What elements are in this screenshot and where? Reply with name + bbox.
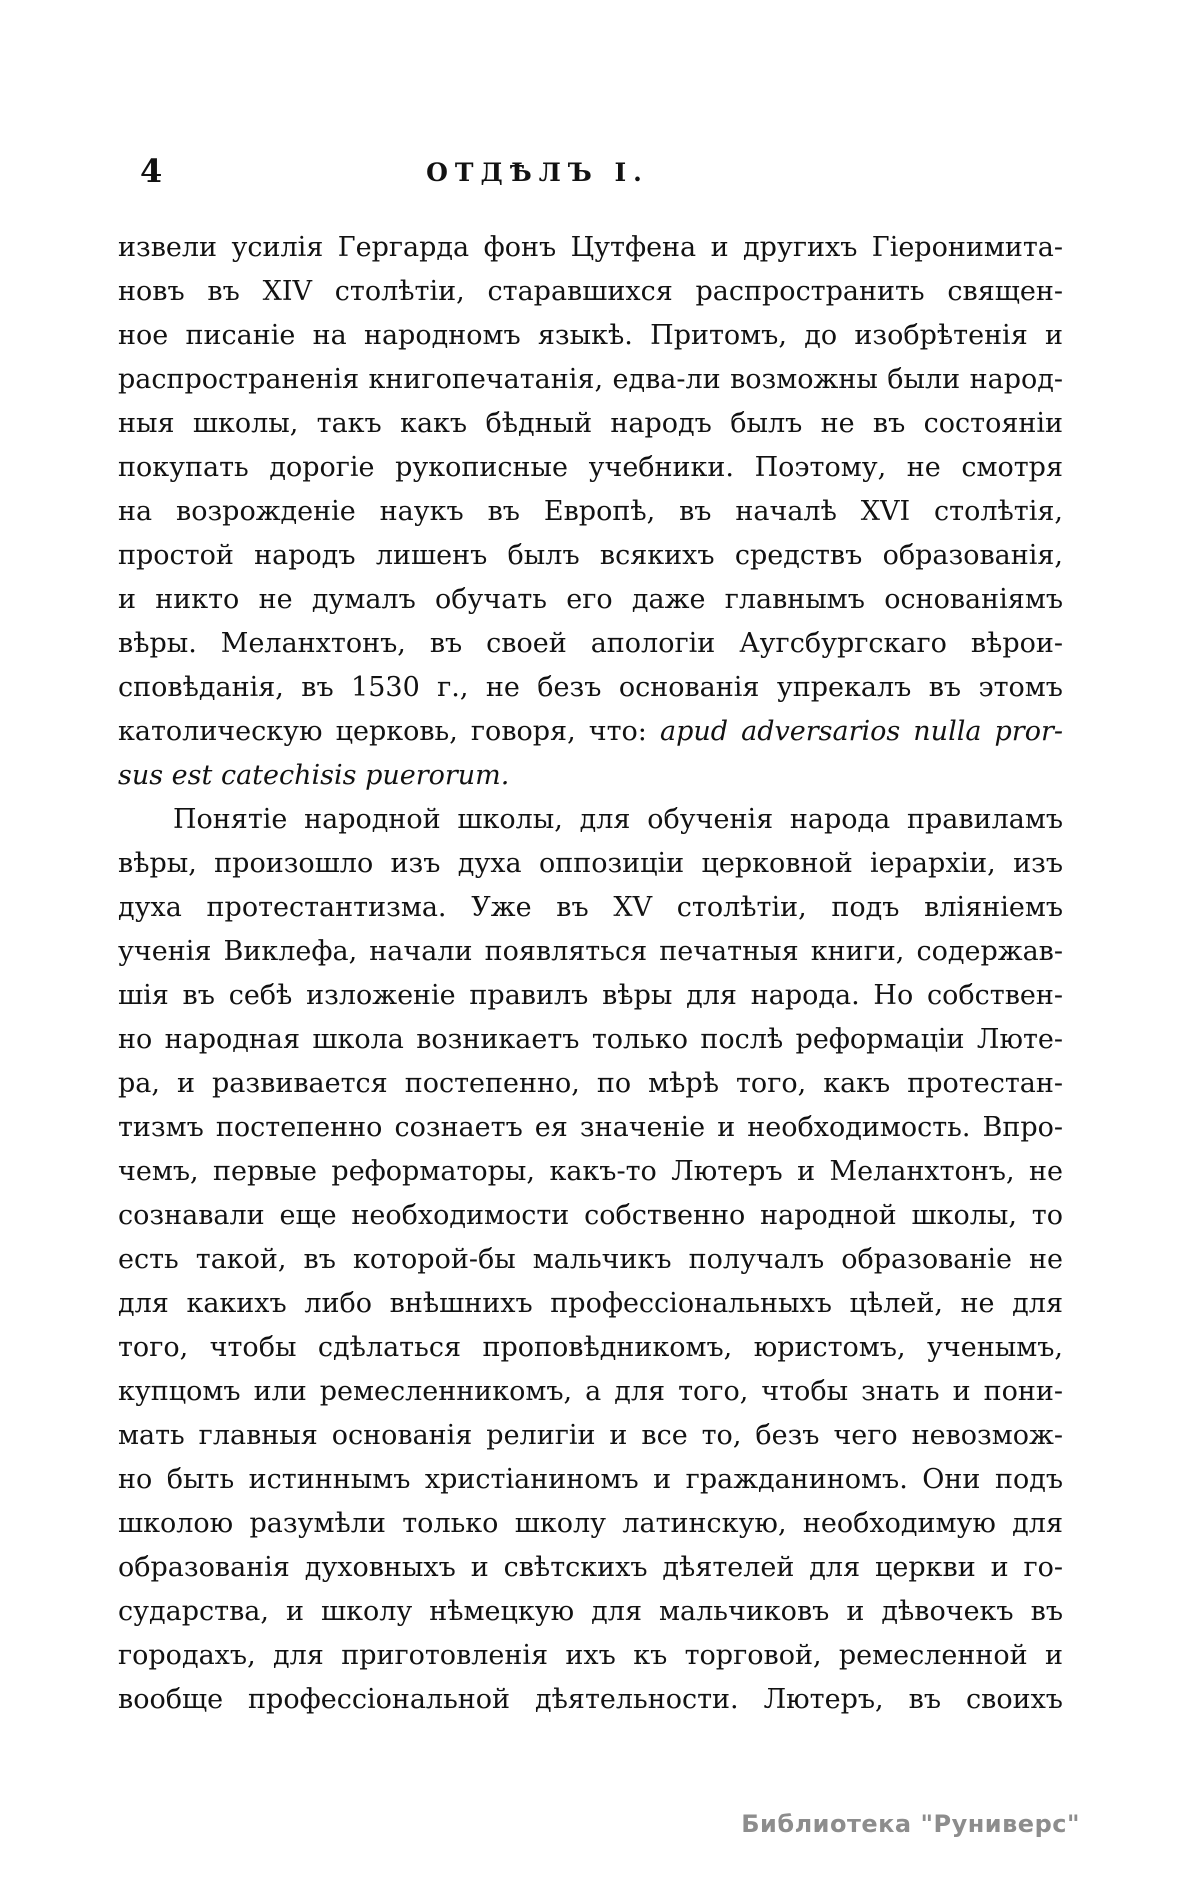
text-line: ныя школы, такъ какъ бѣдный народъ былъ не въ состояніи [118,408,1063,439]
text-line: извели усилія Гергарда фонъ Цутфена и другихъ Гіеронимита- [118,232,1063,263]
text-line: для какихъ либо внѣшнихъ профессіональныхъ цѣлей, не для [118,1288,1063,1319]
text-line: того, чтобы сдѣлаться проповѣдникомъ, юристомъ, ученымъ, [118,1332,1063,1363]
text-line [118,710,1063,754]
paragraph [118,798,1063,1722]
text-line: но быть истиннымъ христіаниномъ и гражданиномъ. Они подъ [118,1464,1063,1495]
text-line: но народная школа возникаетъ только послѣ реформаціи Люте- [118,1024,1063,1055]
text-line: ное писаніе на народномъ языкѣ. Притомъ, до изобрѣтенія и [118,320,1063,351]
body-text [118,226,1063,1722]
text-line: шія въ себѣ изложеніе правилъ вѣры для народа. Но собствен- [118,980,1063,1011]
text-line: вообще профессіональной дѣятельности. Лютеръ, въ своихъ [118,1684,1063,1715]
text-line: духа протестантизма. Уже въ XV столѣтіи, подъ вліяніемъ [118,892,1063,923]
text-line: городахъ, для приготовленія ихъ къ торговой, ремесленной и [118,1640,1063,1671]
text-line: тизмъ постепенно сознаетъ ея значеніе и необходимость. Впро- [118,1112,1063,1143]
text-line: сударства, и школу нѣмецкую для мальчиковъ и дѣвочекъ въ [118,1596,1063,1627]
library-watermark: Библиотека "Руниверс" [741,1810,1080,1838]
text-line: на возрожденіе наукъ въ Европѣ, въ началѣ XVI столѣтія, [118,496,1063,527]
page-number: 4 [140,152,163,190]
text-line: новъ въ XIV столѣтіи, старавшихся распространить священ- [118,276,1063,307]
text-line: образованія духовныхъ и свѣтскихъ дѣятелей для церкви и го- [118,1552,1063,1583]
latin-quote: apud adversarios nulla pror- [659,716,1063,747]
text-line [118,754,1063,798]
text-line: Понятіе народной школы, для обученія народа правиламъ [173,804,1063,835]
text-line: распространенія книгопечатанія, едва-ли возможны были народ- [118,364,1063,395]
text-line: вѣры. Меланхтонъ, въ своей апологіи Аугсбургскаго вѣрои- [118,628,1063,659]
section-header: ОТДѢЛЪ I. [426,158,649,187]
text-line: и никто не думалъ обучать его даже главнымъ основаніямъ [118,584,1063,615]
text-line: сознавали еще необходимости собственно народной школы, то [118,1200,1063,1231]
latin-quote: sus est catechisis puerorum. [118,760,510,791]
text-line: вѣры, произошло изъ духа оппозиціи церковной іерархіи, изъ [118,848,1063,879]
text-line: ра, и развивается постепенно, по мѣрѣ того, какъ протестан- [118,1068,1063,1099]
text-line: простой народъ лишенъ былъ всякихъ средствъ образованія, [118,540,1063,571]
text-line: сповѣданія, въ 1530 г., не безъ основанія упрекалъ въ этомъ [118,672,1063,703]
text-line: ученія Виклефа, начали появляться печатныя книги, содержав- [118,936,1063,967]
text-line: школою разумѣли только школу латинскую, необходимую для [118,1508,1063,1539]
text-line: чемъ, первые реформаторы, какъ-то Лютеръ и Меланхтонъ, не [118,1156,1063,1187]
text-line: есть такой, въ которой-бы мальчикъ получалъ образованіе не [118,1244,1063,1275]
text-line: мать главныя основанія религіи и все то, безъ чего невозмож- [118,1420,1063,1451]
text-line: покупать дорогіе рукописные учебники. Поэтому, не смотря [118,452,1063,483]
text-segment: католическую церковь, говоря, что: [118,716,660,747]
text-line: купцомъ или ремесленникомъ, а для того, чтобы знать и пони- [118,1376,1063,1407]
paragraph [118,226,1063,798]
